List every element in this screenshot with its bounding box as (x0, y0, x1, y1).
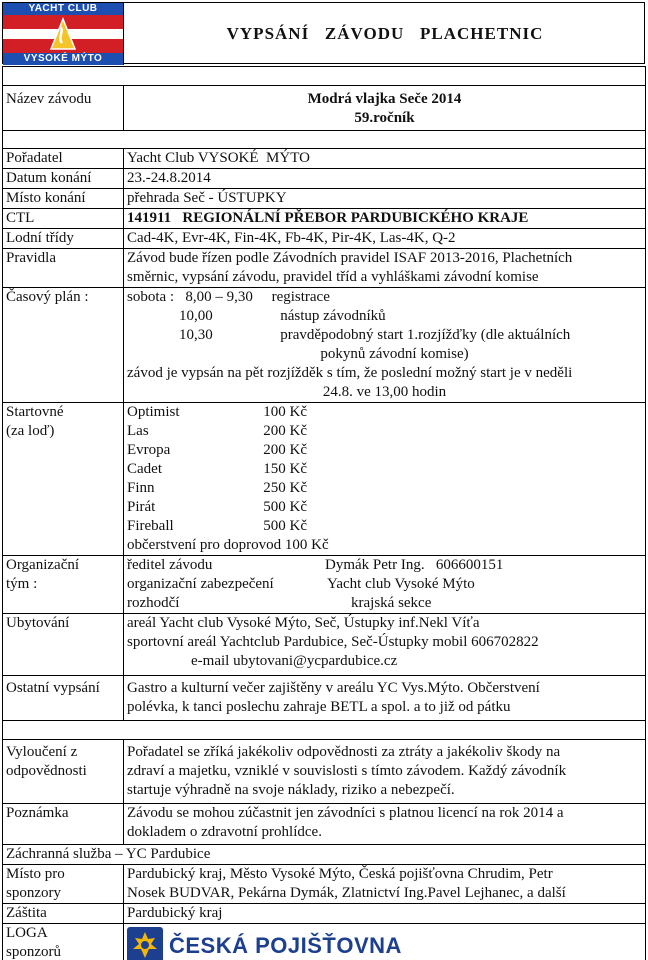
sponsor-logo-text: ČESKÁ POJIŠŤOVNA (169, 932, 402, 958)
label-org-team: Organizační tým : (3, 556, 124, 614)
row-liability (3, 740, 646, 804)
row-rescue (3, 845, 646, 865)
row-org-team (3, 556, 646, 614)
fee-item: Finn 250 Kč (127, 480, 307, 496)
label-liability: Vyloučení z odpovědnosti (3, 740, 124, 804)
row-race-name (3, 86, 646, 131)
race-edition: 59.ročník (354, 110, 415, 126)
label-classes: Lodní třídy (3, 229, 124, 249)
value-schedule: sobota : 8,00 – 9,30 registrace 10,00 nástup závodníků 10,30 pravděpodobný start 1.rozjížďky (dle aktuálních pokynů závodní komise) závod je vypsán na pět rozjížděk s tím, že poslední možný start je v neděli 24.8. ve 13,00 hodin (124, 288, 646, 403)
label-ctl: CTL (3, 209, 124, 229)
ceska-pojistovna-logo (127, 927, 642, 960)
value-rescue: Záchranná služba – YC Pardubice (3, 845, 646, 865)
label-entry-fee: Startovné (za loď) (3, 403, 124, 556)
value-venue: přehrada Seč - ÚSTUPKY (124, 189, 646, 209)
yacht-club-logo (3, 3, 124, 65)
race-info-table (2, 66, 646, 960)
value-organizer: Yacht Club VYSOKÉ MÝTO (124, 149, 646, 169)
label-other: Ostatní vypsání (3, 676, 124, 721)
ceska-pojistovna-logo-icon (127, 927, 163, 960)
spacer-row (3, 721, 646, 740)
label-note: Poznámka (3, 804, 124, 845)
label-organizer: Pořadatel (3, 149, 124, 169)
spacer-row (3, 67, 646, 86)
row-patronage (3, 904, 646, 924)
value-org-team: ředitel závodu Dymák Petr Ing. 606600151 organizační zabezpečení Yacht club Vysoké Mýto rozhodčí krajská sekce (124, 556, 646, 614)
race-name: Modrá vlajka Seče 2014 (307, 91, 462, 107)
value-patronage: Pardubický kraj (124, 904, 646, 924)
fee-item: Optimist 100 Kč (127, 404, 307, 420)
document-title: VYPSÁNÍ ZÁVODU PLACHETNIC (226, 24, 544, 43)
value-logos (124, 924, 646, 960)
value-note: Závodu se mohou zúčastnit jen závodníci s platnou licencí na rok 2014 a dokladem o zdravotní prohlídce. (124, 804, 646, 845)
logo-bottom-text: VYSOKÉ MÝTO (3, 53, 123, 65)
row-entry-fee (3, 403, 646, 556)
row-accommodation (3, 614, 646, 676)
label-logos: LOGA sponzorů (3, 924, 124, 960)
row-organizer (3, 149, 646, 169)
row-sponsors (3, 865, 646, 904)
value-classes: Cad-4K, Evr-4K, Fin-4K, Fb-4K, Pir-4K, Las-4K, Q-2 (124, 229, 646, 249)
row-classes (3, 229, 646, 249)
row-venue (3, 189, 646, 209)
label-rules: Pravidla (3, 249, 124, 288)
spacer-row (3, 131, 646, 149)
value-other: Gastro a kulturní večer zajištěny v areálu YC Vys.Mýto. Občerstvení polévka, k tanci poslechu zahraje BETL a spol. a to již od pátku (124, 676, 646, 721)
fee-note: občerstvení pro doprovod 100 Kč (127, 537, 329, 553)
row-note (3, 804, 646, 845)
fee-item: Fireball 500 Kč (127, 518, 307, 534)
value-entry-fee (124, 403, 646, 556)
value-sponsors: Pardubický kraj, Město Vysoké Mýto, Česká pojišťovna Chrudim, Petr Nosek BUDVAR, Pekárna Dymák, Zlatnictví Ing.Pavel Lejhanec, a další (124, 865, 646, 904)
value-liability: Pořadatel se zříká jakékoliv odpovědnosti za ztráty a jakékoliv škody na zdraví a majetku, vzniklé v souvislosti s tímto závodem. Každý závodník startuje výhradně na svoje náklady, riziko a nebezpečí. (124, 740, 646, 804)
fee-item: Cadet 150 Kč (127, 461, 307, 477)
label-accommodation: Ubytování (3, 614, 124, 676)
value-race-name (124, 86, 646, 131)
value-date: 23.-24.8.2014 (124, 169, 646, 189)
row-date (3, 169, 646, 189)
row-other (3, 676, 646, 721)
sail-logo-icon (47, 17, 79, 51)
logo-top-text: YACHT CLUB (3, 3, 123, 15)
label-race-name: Název závodu (3, 86, 124, 131)
document-header (2, 2, 645, 64)
value-ctl: 141911 REGIONÁLNÍ PŘEBOR PARDUBICKÉHO KRAJE (124, 209, 646, 229)
label-venue: Místo konání (3, 189, 124, 209)
value-rules: Závod bude řízen podle Závodních pravidel ISAF 2013-2016, Plachetních směrnic, vypsání závodu, pravidel tříd a vyhláškami závodní komise (124, 249, 646, 288)
label-patronage: Záštita (3, 904, 124, 924)
row-ctl (3, 209, 646, 229)
fee-item: Pirát 500 Kč (127, 499, 307, 515)
label-date: Datum konání (3, 169, 124, 189)
fee-item: Evropa 200 Kč (127, 442, 307, 458)
row-logos (3, 924, 646, 960)
fee-item: Las 200 Kč (127, 423, 307, 439)
label-sponsors: Místo pro sponzory (3, 865, 124, 904)
label-schedule: Časový plán : (3, 288, 124, 403)
row-schedule (3, 288, 646, 403)
value-accommodation: areál Yacht club Vysoké Mýto, Seč, Ústupky inf.Nekl Víťa sportovní areál Yachtclub Pardubice, Seč-Ústupky mobil 606702822 e-mail ubytovani@ycpardubice.cz (124, 614, 646, 676)
row-rules (3, 249, 646, 288)
